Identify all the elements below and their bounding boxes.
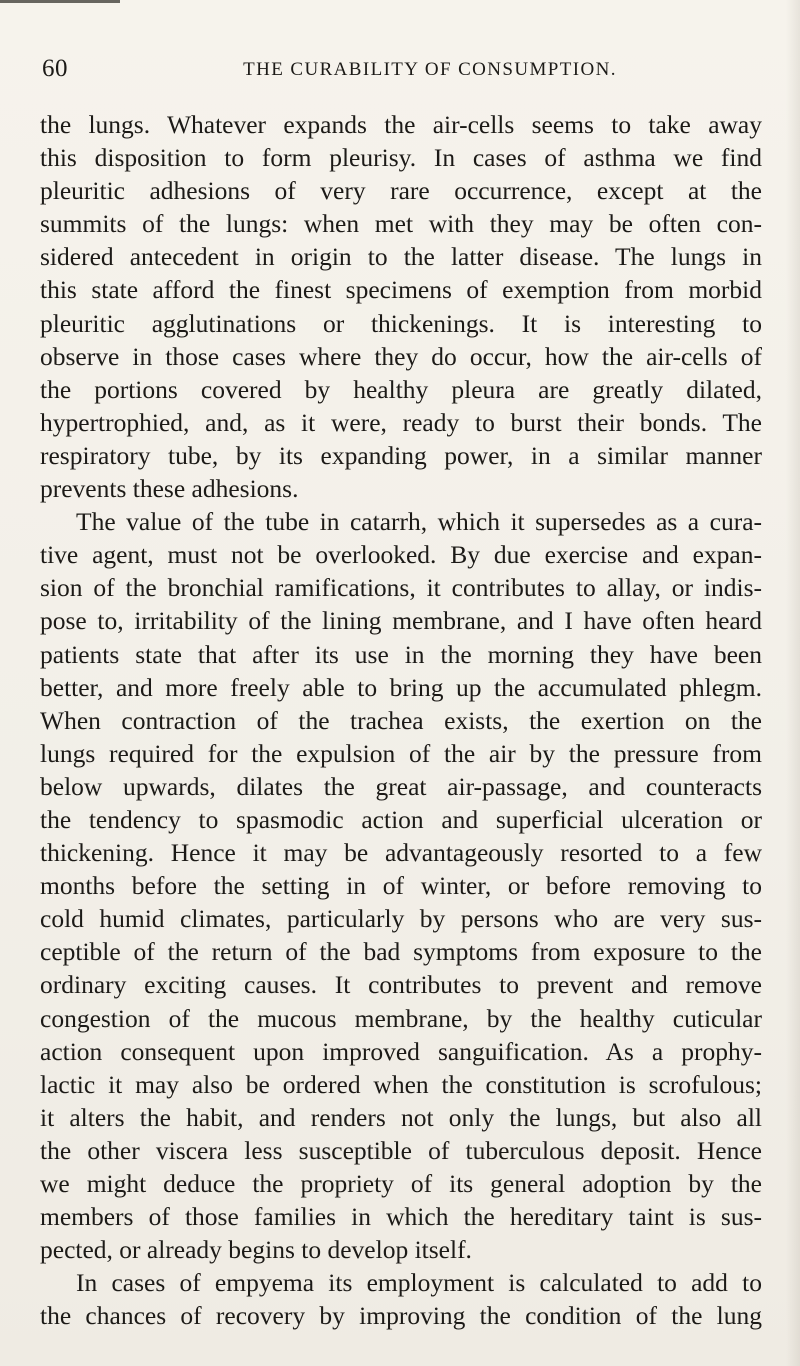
text-line: hypertrophied, and, as it were, ready to burst their bonds. The bbox=[40, 407, 762, 437]
text-line: respiratory tube, by its expanding power, in a similar manner bbox=[40, 440, 762, 470]
running-head: THE CURABILITY OF CONSUMPTION. bbox=[243, 59, 617, 80]
text-line: ordinary exciting causes. It contributes to prevent and remove bbox=[40, 970, 762, 1000]
paragraph-start-line: The value of the tube in catarrh, which it supersedes as a cura- bbox=[76, 507, 762, 537]
text-line: tive agent, must not be overlooked. By due exercise and expan- bbox=[40, 540, 762, 570]
text-line: pleuritic adhesions of very rare occurrence, except at the bbox=[40, 176, 762, 206]
text-line: When contraction of the trachea exists, the exertion on the bbox=[40, 705, 762, 735]
scan-edge-mark bbox=[0, 0, 120, 3]
text-line: the tendency to spasmodic action and superficial ulceration or bbox=[40, 804, 762, 834]
text-line: the lungs. Whatever expands the air-cells seems to take away bbox=[40, 110, 762, 139]
text-line: better, and more freely able to bring up the accumulated phlegm. bbox=[40, 672, 762, 702]
text-line: ceptible of the return of the bad symptoms from exposure to the bbox=[40, 937, 762, 967]
text-line: pose to, irritability of the lining membrane, and I have often heard bbox=[40, 606, 762, 636]
paragraph-start-line: In cases of empyema its employment is calculated to add to bbox=[76, 1268, 762, 1298]
text-line: cold humid climates, particularly by persons who are very sus- bbox=[40, 904, 762, 934]
text-line: the other viscera less susceptible of tuberculous deposit. Hence bbox=[40, 1135, 762, 1165]
text-line: this disposition to form pleurisy. In cases of asthma we find bbox=[40, 143, 762, 173]
text-line: observe in those cases where they do occur, how the air-cells of bbox=[40, 341, 762, 371]
text-line: sidered antecedent in origin to the latter disease. The lungs in bbox=[40, 242, 762, 272]
text-line: congestion of the mucous membrane, by the healthy cuticular bbox=[40, 1003, 762, 1033]
text-line: pleuritic agglutinations or thickenings. It is interesting to bbox=[40, 308, 762, 338]
text-line: members of those families in which the hereditary taint is sus- bbox=[40, 1202, 762, 1232]
text-line: this state afford the finest specimens of exemption from morbid bbox=[40, 275, 762, 305]
page-gutter-shadow bbox=[786, 0, 800, 1366]
page-header bbox=[42, 55, 758, 87]
text-line: lactic it may also be ordered when the constitution is scrofulous; bbox=[40, 1069, 762, 1099]
paragraph-end-line: pected, or already begins to develop itself. bbox=[40, 1235, 472, 1265]
paragraph-end-line: prevents these adhesions. bbox=[40, 474, 299, 504]
text-line: it alters the habit, and renders not only the lungs, but also all bbox=[40, 1102, 762, 1132]
text-line: patients state that after its use in the morning they have been bbox=[40, 639, 762, 669]
text-line: the portions covered by healthy pleura are greatly dilated, bbox=[40, 374, 762, 404]
text-line: thickening. Hence it may be advantageously resorted to a few bbox=[40, 838, 762, 868]
text-line: the chances of recovery by improving the condition of the lung bbox=[40, 1301, 762, 1331]
page-number: 60 bbox=[42, 55, 68, 82]
body-text bbox=[40, 108, 762, 1332]
text-line: we might deduce the propriety of its general adoption by the bbox=[40, 1169, 762, 1198]
text-line: months before the setting in of winter, or before removing to bbox=[40, 871, 762, 901]
text-line: below upwards, dilates the great air-passage, and counteracts bbox=[40, 771, 762, 801]
text-line: action consequent upon improved sanguification. As a prophy- bbox=[40, 1036, 762, 1066]
text-line: lungs required for the expulsion of the air by the pressure from bbox=[40, 738, 762, 768]
text-line: summits of the lungs: when met with they may be often con- bbox=[40, 209, 762, 239]
text-line: sion of the bronchial ramifications, it contributes to allay, or indis- bbox=[40, 573, 762, 603]
